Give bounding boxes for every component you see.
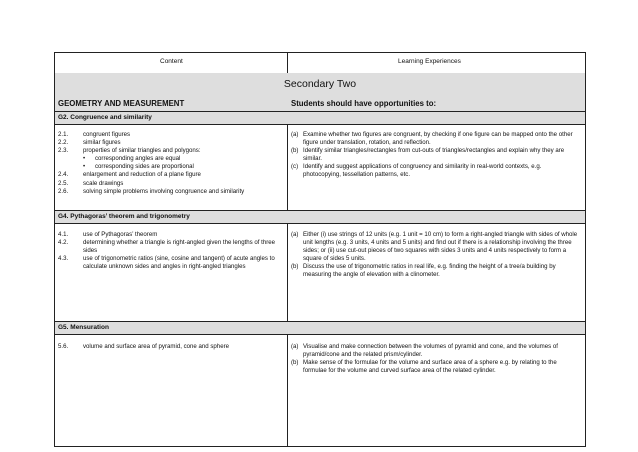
content-item: 2.2. similar figures [58, 139, 121, 147]
learning-item: (b) Discuss the use of trigonometric ratios in real life, e.g. finding the height of a tree/a building by measuring the angle of elevation with a clinometer. [291, 263, 556, 279]
learning-cell-g5 [291, 343, 581, 375]
content-item: 4.1. use of Pythagoras’ theorem [58, 231, 158, 238]
content-cell-g5 [58, 343, 283, 351]
section-header-g4 [55, 210, 585, 224]
level-title: Secondary Two [283, 78, 357, 90]
content-bullet: • corresponding angles are equal [83, 155, 181, 163]
section-title: G5. Mensuration [58, 324, 109, 331]
content-bullet: • corresponding sides are proportional [83, 163, 194, 171]
content-item: 4.3. use of trigonometric ratios (sine, cosine and tangent) of acute angles to calculate unknown sides and angles in right-angled triangles [58, 255, 275, 271]
strand-header [55, 97, 585, 112]
content-item: 2.4. enlargement and reduction of a plane figure [58, 171, 201, 179]
content-item: 2.5. scale drawings [58, 179, 124, 187]
learning-item: (c) Identify and suggest applications of congruency and similarity in real-world contexts, e.g. photocopying, tessellation patterns, etc. [291, 163, 542, 179]
content-item: 2.6. solving simple problems involving congruence and similarity [58, 187, 245, 195]
strand-title: GEOMETRY AND MEASUREMENT [58, 99, 185, 108]
section-title: G2. Congruence and similarity [58, 114, 152, 121]
learning-item: (b) Make sense of the formulae for the volume and surface area of a sphere e.g. by relating to the formulae for the volume and curved surface area of the related cylinder. [291, 359, 557, 375]
learning-column-header: Learning Experiences [398, 58, 461, 65]
curriculum-table [54, 52, 586, 447]
learning-cell-g4 [291, 231, 581, 280]
table-header [55, 53, 585, 74]
section-header-g5 [55, 321, 585, 335]
content-item: 2.3. properties of similar triangles and polygons: [58, 147, 201, 155]
learning-item: (a) Either (i) use strings of 12 units (e.g. 1 unit = 10 cm) to form a right-angled triangle with sides of whole unit lengths (e.g. 3 units, 4 units and 5 units) and find out if there is a relationship involving the three sides; or (ii) use cut-out pieces of two squares with sides 3 units and 4 units respectively to form a square of sides 5 units. [291, 231, 578, 263]
learning-item: (a) Visualise and make connection between the volumes of pyramid and cone, and the volumes of pyramid/cone and the related prism/cylinder. [291, 343, 558, 359]
level-band [55, 73, 585, 98]
content-cell-g2 [58, 131, 283, 196]
section-title: G4. Pythagoras’ theorem and trigonometry [58, 213, 190, 220]
content-item: 4.2. determining whether a triangle is right-angled given the lengths of three sides [58, 239, 276, 255]
strand-subtitle: Students should have opportunities to: [291, 99, 437, 108]
content-cell-g4 [58, 231, 283, 271]
learning-item: (a) Examine whether two figures are congruent, by checking if one figure can be mapped onto the other figure under translation, rotation, and reflection. [291, 131, 573, 147]
content-column-header: Content [160, 58, 183, 65]
section-header-g2 [55, 111, 585, 125]
learning-item: (b) Identify similar triangles/rectangles from cut-outs of triangles/rectangles and explain why they are similar. [291, 147, 565, 163]
content-item: 5.6. volume and surface area of pyramid, cone and sphere [58, 343, 229, 350]
learning-cell-g2 [291, 131, 581, 180]
content-item: 2.1. congruent figures [58, 131, 131, 138]
